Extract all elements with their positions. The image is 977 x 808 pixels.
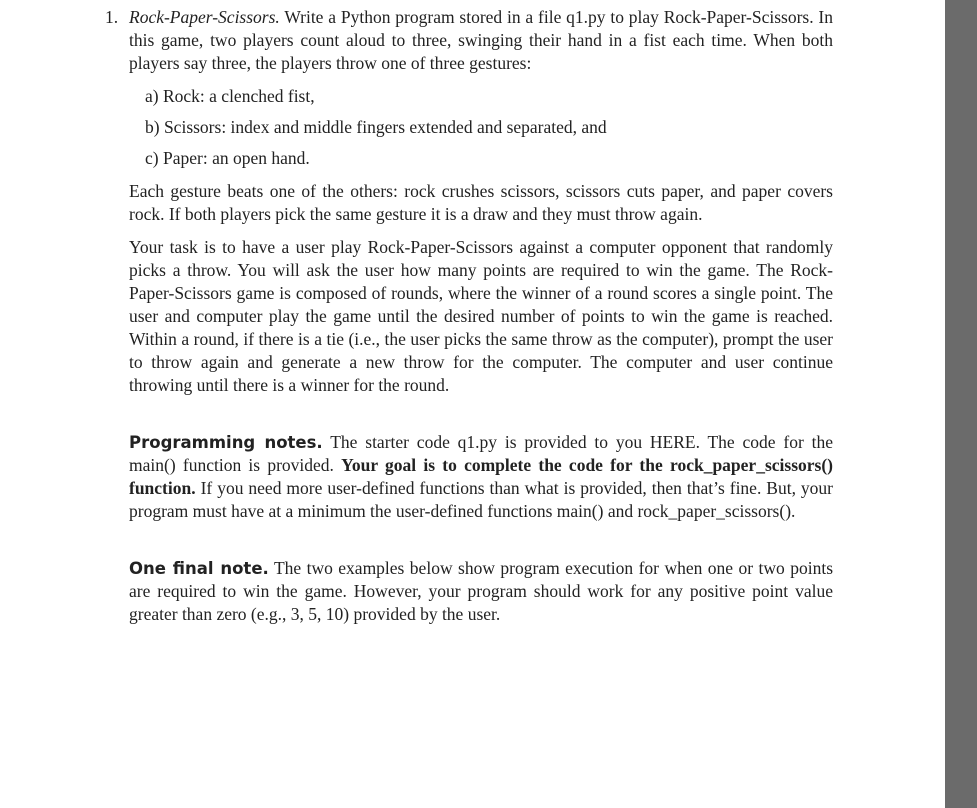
final-note-text: The two examples below show program execution for when one or two points are required to win the game. However, your program should work for any positive point value greater than zero (e.g., 3, 5, 10) provided by the user. (129, 558, 834, 624)
programming-notes-heading: Programming notes. (129, 433, 323, 452)
programming-notes-goal: Your goal is to complete the code for the rock_paper_scissors() function. (129, 455, 833, 498)
programming-notes-text1: The starter code q1.py is provided to you HERE. The code for the main() function is provided. (129, 432, 834, 475)
rules-paragraph: Each gesture beats one of the others: rock crushes scissors, scissors cuts paper, and paper covers rock. If both players pick the same gesture it is a draw and they must throw again. (129, 181, 833, 224)
gesture-label: c) (145, 148, 159, 168)
final-note-paragraph (129, 557, 833, 626)
problem-number: 1. (105, 7, 119, 27)
gesture-text: Rock: a clenched fist, (162, 86, 315, 106)
gesture-list (145, 85, 833, 170)
problem-intro-paragraph (129, 6, 833, 75)
list-item (145, 147, 833, 170)
list-item (145, 116, 833, 139)
final-note-heading: One final note. (129, 559, 269, 578)
problem-content (105, 6, 833, 626)
programming-notes-text2: If you need more user-defined functions than what is provided, then that’s fine. But, your program must have at a minimum the user-defined functions main() and rock_paper_scissors(). (129, 478, 833, 521)
task-paragraph: Your task is to have a user play Rock-Paper-Scissors against a computer opponent that randomly picks a throw. You will ask the user how many points are required to win the game. The Rock-Paper-Scissors game is composed of rounds, where the winner of a round scores a single point. The user and computer play the game until the desired number of points to win the game is reached. Within a round, if there is a tie (i.e., the user picks the same throw as the computer), prompt the user to throw again and generate a new throw for the computer. The computer and user continue throwing until there is a winner for the round. (129, 237, 833, 395)
programming-notes-paragraph (129, 431, 833, 523)
gesture-text: Paper: an open hand. (162, 148, 310, 168)
gesture-label: a) (145, 86, 159, 106)
vertical-scrollbar[interactable] (945, 0, 977, 808)
problem-intro-text: Write a Python program stored in a file q1.py to play Rock-Paper-Scissors. In this game, two players count aloud to three, swinging their hand in a fist each time. When both players say three, the players throw one of three gestures: (129, 7, 833, 73)
gesture-label: b) (145, 117, 160, 137)
gesture-text: Scissors: index and middle fingers extended and separated, and (163, 117, 607, 137)
problem-title: Rock-Paper-Scissors. (129, 7, 280, 27)
list-item (145, 85, 833, 108)
